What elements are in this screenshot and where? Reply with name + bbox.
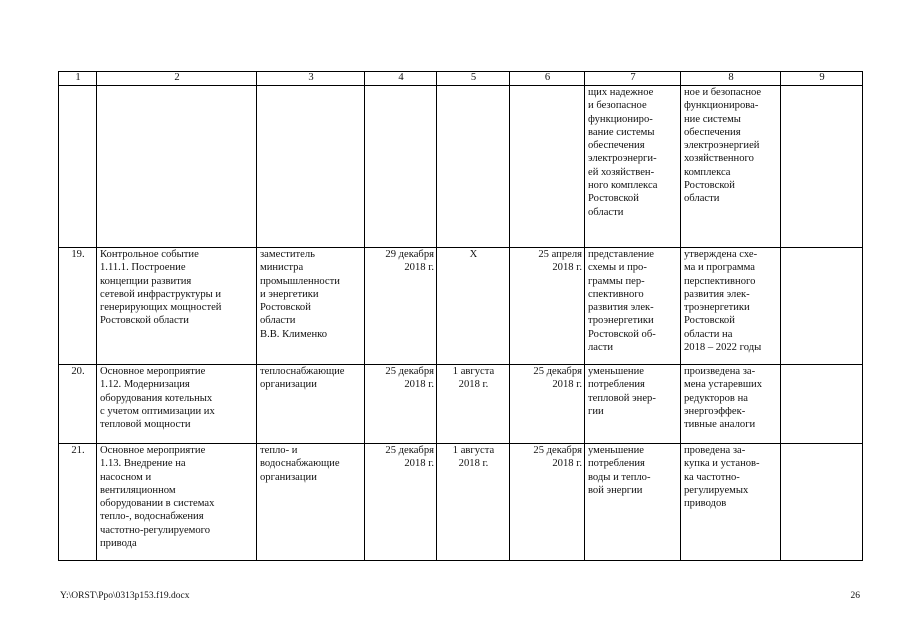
- table-cell: произведена за- мена устаревших редукторов на энергоэффек- тивные аналоги: [681, 365, 781, 444]
- table-cell: [59, 86, 97, 248]
- column-number: 1: [59, 72, 97, 86]
- column-number: 5: [437, 72, 510, 86]
- table-cell: [97, 86, 257, 248]
- table-cell: уменьшение потребления воды и тепло- вой энергии: [585, 444, 681, 561]
- table-cell: Контрольное событие 1.11.1. Построение концепции развития сетевой инфраструктуры и генерирующих мощностей Ростовской области: [97, 248, 257, 365]
- column-number: 2: [97, 72, 257, 86]
- table-cell: проведена за- купка и установ- ка частотно- регулируемых приводов: [681, 444, 781, 561]
- table-cell: 25 декабря 2018 г.: [365, 365, 437, 444]
- column-number: 9: [781, 72, 863, 86]
- table-row: [59, 86, 863, 248]
- row-number: 21.: [59, 444, 97, 561]
- page-number: 26: [850, 591, 860, 601]
- table-row: [59, 365, 863, 444]
- table-row: [59, 444, 863, 561]
- table-cell: 25 апреля 2018 г.: [510, 248, 585, 365]
- table-cell: Основное мероприятие 1.13. Внедрение на насосном и вентиляционном оборудовании в системах тепло-, водоснабжения частотно-регулируемого привода: [97, 444, 257, 561]
- table-cell: [510, 86, 585, 248]
- column-number: 8: [681, 72, 781, 86]
- table-cell: 25 декабря 2018 г.: [510, 365, 585, 444]
- table-cell: [781, 444, 863, 561]
- table-cell: 25 декабря 2018 г.: [510, 444, 585, 561]
- table-cell: ное и безопасное функционирова- ние системы обеспечения электроэнергией хозяйственного комплекса Ростовской области: [681, 86, 781, 248]
- table-cell: Основное мероприятие 1.12. Модернизация оборудования котельных с учетом оптимизации их тепловой мощности: [97, 365, 257, 444]
- file-path: Y:\ORST\Ppo\0313p153.f19.docx: [60, 591, 190, 601]
- column-number: 7: [585, 72, 681, 86]
- table-cell: теплоснабжающие организации: [257, 365, 365, 444]
- table-cell: щих надежное и безопасное функциониро- вание системы обеспечения электроэнерги- ей хозяйствен- ного комплекса Ростовской области: [585, 86, 681, 248]
- table-cell: тепло- и водоснабжающие организации: [257, 444, 365, 561]
- column-number: 6: [510, 72, 585, 86]
- column-number-row: [59, 72, 863, 86]
- table-cell: представление схемы и про- граммы пер- спективного развития элек- троэнергетики Ростовской об- ласти: [585, 248, 681, 365]
- table-cell: [257, 86, 365, 248]
- table-cell: X: [437, 248, 510, 365]
- table-cell: [781, 248, 863, 365]
- table-cell: уменьшение потребления тепловой энер- гии: [585, 365, 681, 444]
- table-cell: [365, 86, 437, 248]
- table-cell: [781, 86, 863, 248]
- column-number: 4: [365, 72, 437, 86]
- table-cell: 1 августа 2018 г.: [437, 365, 510, 444]
- table-cell: 1 августа 2018 г.: [437, 444, 510, 561]
- row-number: 20.: [59, 365, 97, 444]
- table-cell: утверждена схе- ма и программа перспективного развития элек- троэнергетики Ростовской области на 2018 – 2022 годы: [681, 248, 781, 365]
- table-cell: заместитель министра промышленности и энергетики Ростовской области В.В. Клименко: [257, 248, 365, 365]
- row-number: 19.: [59, 248, 97, 365]
- table-cell: [781, 365, 863, 444]
- column-number: 3: [257, 72, 365, 86]
- table-cell: 25 декабря 2018 г.: [365, 444, 437, 561]
- table-row: [59, 248, 863, 365]
- table-cell: [437, 86, 510, 248]
- table-cell: 29 декабря 2018 г.: [365, 248, 437, 365]
- schedule-table: [58, 71, 863, 561]
